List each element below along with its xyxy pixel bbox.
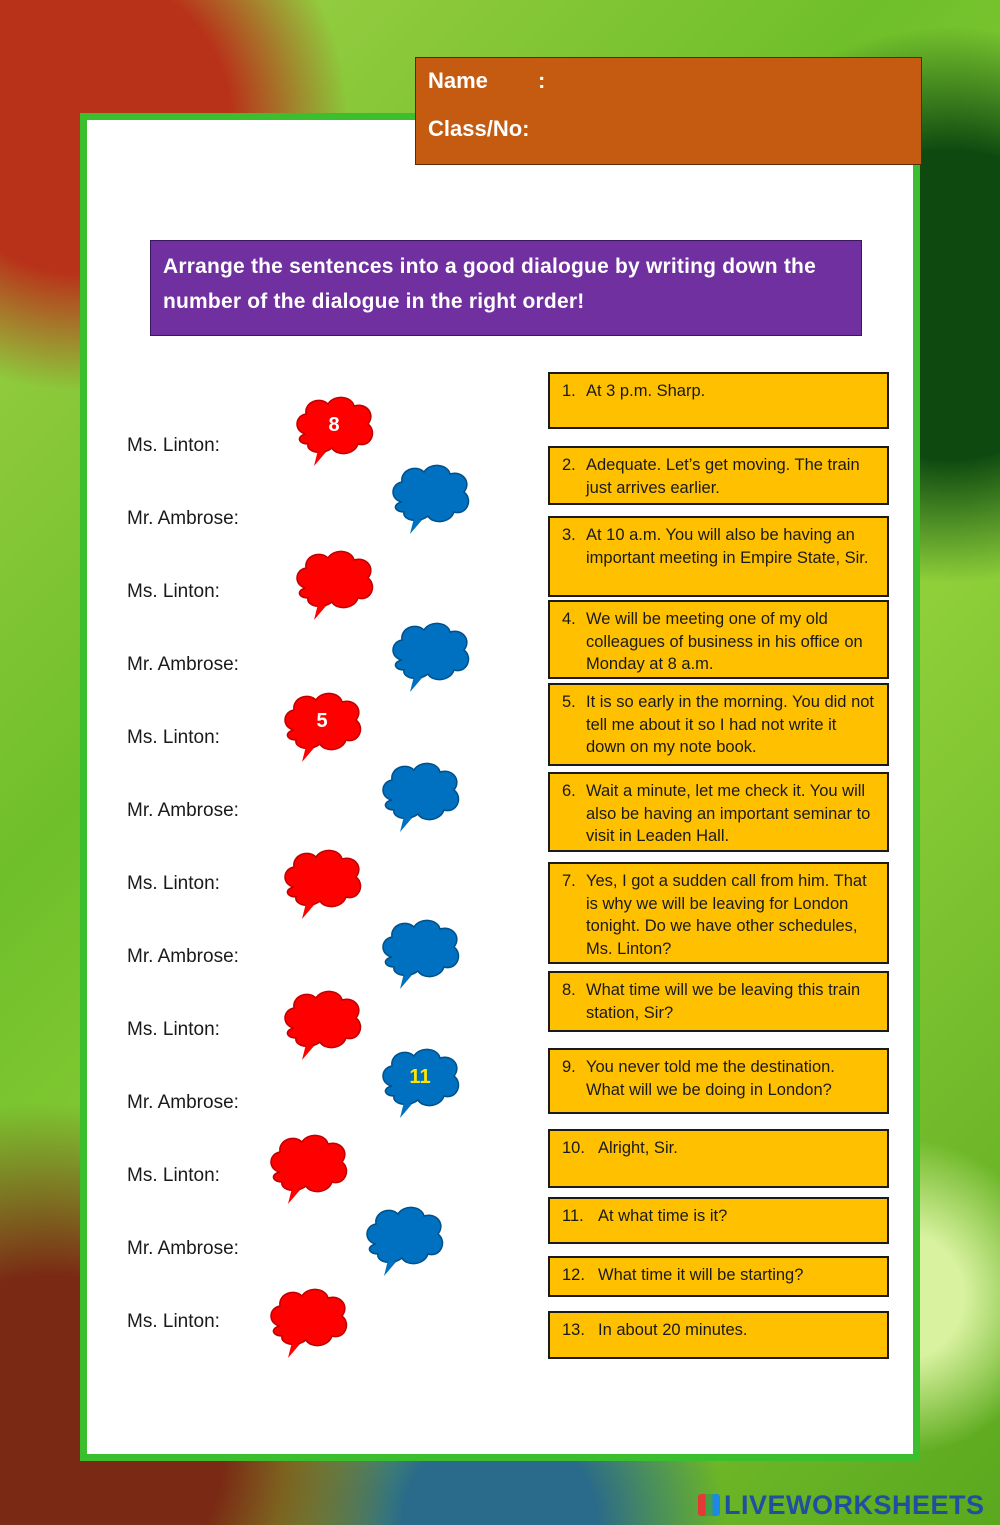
speaker-label: Ms. Linton: <box>127 873 220 894</box>
sentence-option <box>548 1197 889 1244</box>
speech-cloud-icon <box>280 847 364 921</box>
logo-text: LIVEWORKSHEETS <box>724 1490 985 1520</box>
speech-cloud-icon <box>378 760 462 834</box>
sentence-option <box>548 683 889 766</box>
name-label: Name <box>428 68 488 93</box>
sentence-option <box>548 1129 889 1188</box>
answer-bubble-input[interactable] <box>280 847 364 921</box>
option-number: 5. <box>562 693 576 711</box>
answer-bubble-input[interactable] <box>266 1132 350 1206</box>
speaker-label: Ms. Linton: <box>127 727 220 748</box>
option-number: 1. <box>562 382 576 400</box>
option-number: 13. <box>562 1321 585 1339</box>
option-text: What time will we be leaving this train station, Sir? <box>586 981 861 1022</box>
option-number: 4. <box>562 610 576 628</box>
speaker-label: Ms. Linton: <box>127 581 220 602</box>
option-text: It is so early in the morning. You did not tell me about it so I had not write it down on my note book. <box>586 693 875 756</box>
name-colon: : <box>538 68 546 93</box>
option-text: You never told me the destination. What will we be doing in London? <box>586 1058 835 1099</box>
speech-cloud-icon <box>266 1132 350 1206</box>
speaker-label: Mr. Ambrose: <box>127 508 239 529</box>
speech-cloud-icon <box>378 917 462 991</box>
option-text: At what time is it? <box>598 1207 728 1225</box>
option-text: Wait a minute, let me check it. You will also be having an important seminar to visit in Leaden Hall. <box>586 782 871 845</box>
sentence-option <box>548 971 889 1032</box>
answer-bubble-input[interactable] <box>388 620 472 694</box>
speaker-label: Mr. Ambrose: <box>127 946 239 967</box>
answer-bubble-input[interactable] <box>280 690 364 764</box>
option-number: 3. <box>562 526 576 544</box>
option-text: Adequate. Let’s get moving. The train just arrives earlier. <box>586 456 860 497</box>
option-number: 2. <box>562 456 576 474</box>
speaker-label: Ms. Linton: <box>127 1165 220 1186</box>
sentence-option <box>548 372 889 429</box>
liveworksheets-logo <box>698 1490 985 1520</box>
speaker-label: Ms. Linton: <box>127 435 220 456</box>
answer-bubble-input[interactable] <box>378 917 462 991</box>
answer-bubble-input[interactable] <box>280 988 364 1062</box>
option-text: At 3 p.m. Sharp. <box>586 382 706 400</box>
answer-bubble-input[interactable] <box>378 1046 462 1120</box>
speech-cloud-icon <box>388 462 472 536</box>
answer-bubble-input[interactable] <box>266 1286 350 1360</box>
instruction-banner: Arrange the sentences into a good dialogue by writing down the number of the dialogue in the right order! <box>150 240 862 336</box>
bubble-answer-value: 8 <box>328 414 340 436</box>
speech-cloud-icon <box>362 1204 446 1278</box>
option-text: Alright, Sir. <box>598 1139 678 1157</box>
speaker-label: Mr. Ambrose: <box>127 654 239 675</box>
sentence-option <box>548 862 889 964</box>
speech-cloud-icon <box>266 1286 350 1360</box>
answer-bubble-input[interactable] <box>388 462 472 536</box>
sentence-option <box>548 600 889 679</box>
answer-bubble-input[interactable] <box>292 548 376 622</box>
answer-bubble-input[interactable] <box>378 760 462 834</box>
answer-bubble-input[interactable] <box>292 394 376 468</box>
speaker-label: Mr. Ambrose: <box>127 1238 239 1259</box>
option-number: 11. <box>562 1207 584 1225</box>
sentence-option <box>548 446 889 505</box>
answer-bubble-input[interactable] <box>362 1204 446 1278</box>
option-text: We will be meeting one of my old colleagues of business in his office on Monday at 8 a.m. <box>586 610 863 673</box>
sentence-option <box>548 516 889 597</box>
speaker-label: Ms. Linton: <box>127 1019 220 1040</box>
speech-cloud-icon <box>280 988 364 1062</box>
logo-mark-icon <box>698 1494 720 1516</box>
name-class-box <box>415 57 922 165</box>
speaker-label: Mr. Ambrose: <box>127 1092 239 1113</box>
option-number: 6. <box>562 782 576 800</box>
sentence-option <box>548 1048 889 1114</box>
option-number: 7. <box>562 872 576 890</box>
speech-cloud-icon <box>292 548 376 622</box>
option-number: 9. <box>562 1058 576 1076</box>
bubble-answer-value: 5 <box>316 710 328 732</box>
option-text: At 10 a.m. You will also be having an important meeting in Empire State, Sir. <box>586 526 869 567</box>
speech-cloud-icon <box>388 620 472 694</box>
speaker-label: Ms. Linton: <box>127 1311 220 1332</box>
option-number: 10. <box>562 1139 585 1157</box>
option-number: 12. <box>562 1266 585 1284</box>
option-number: 8. <box>562 981 576 999</box>
bubble-answer-value: 11 <box>409 1066 431 1088</box>
option-text: What time it will be starting? <box>598 1266 804 1284</box>
speaker-label: Mr. Ambrose: <box>127 800 239 821</box>
sentence-option <box>548 1256 889 1297</box>
sentence-option <box>548 772 889 852</box>
sentence-option <box>548 1311 889 1359</box>
option-text: Yes, I got a sudden call from him. That is why we will be leaving for London tonight. Do we have other schedules, Ms. Linton? <box>586 872 867 958</box>
option-text: In about 20 minutes. <box>598 1321 748 1339</box>
class-label: Class/No: <box>428 116 530 141</box>
